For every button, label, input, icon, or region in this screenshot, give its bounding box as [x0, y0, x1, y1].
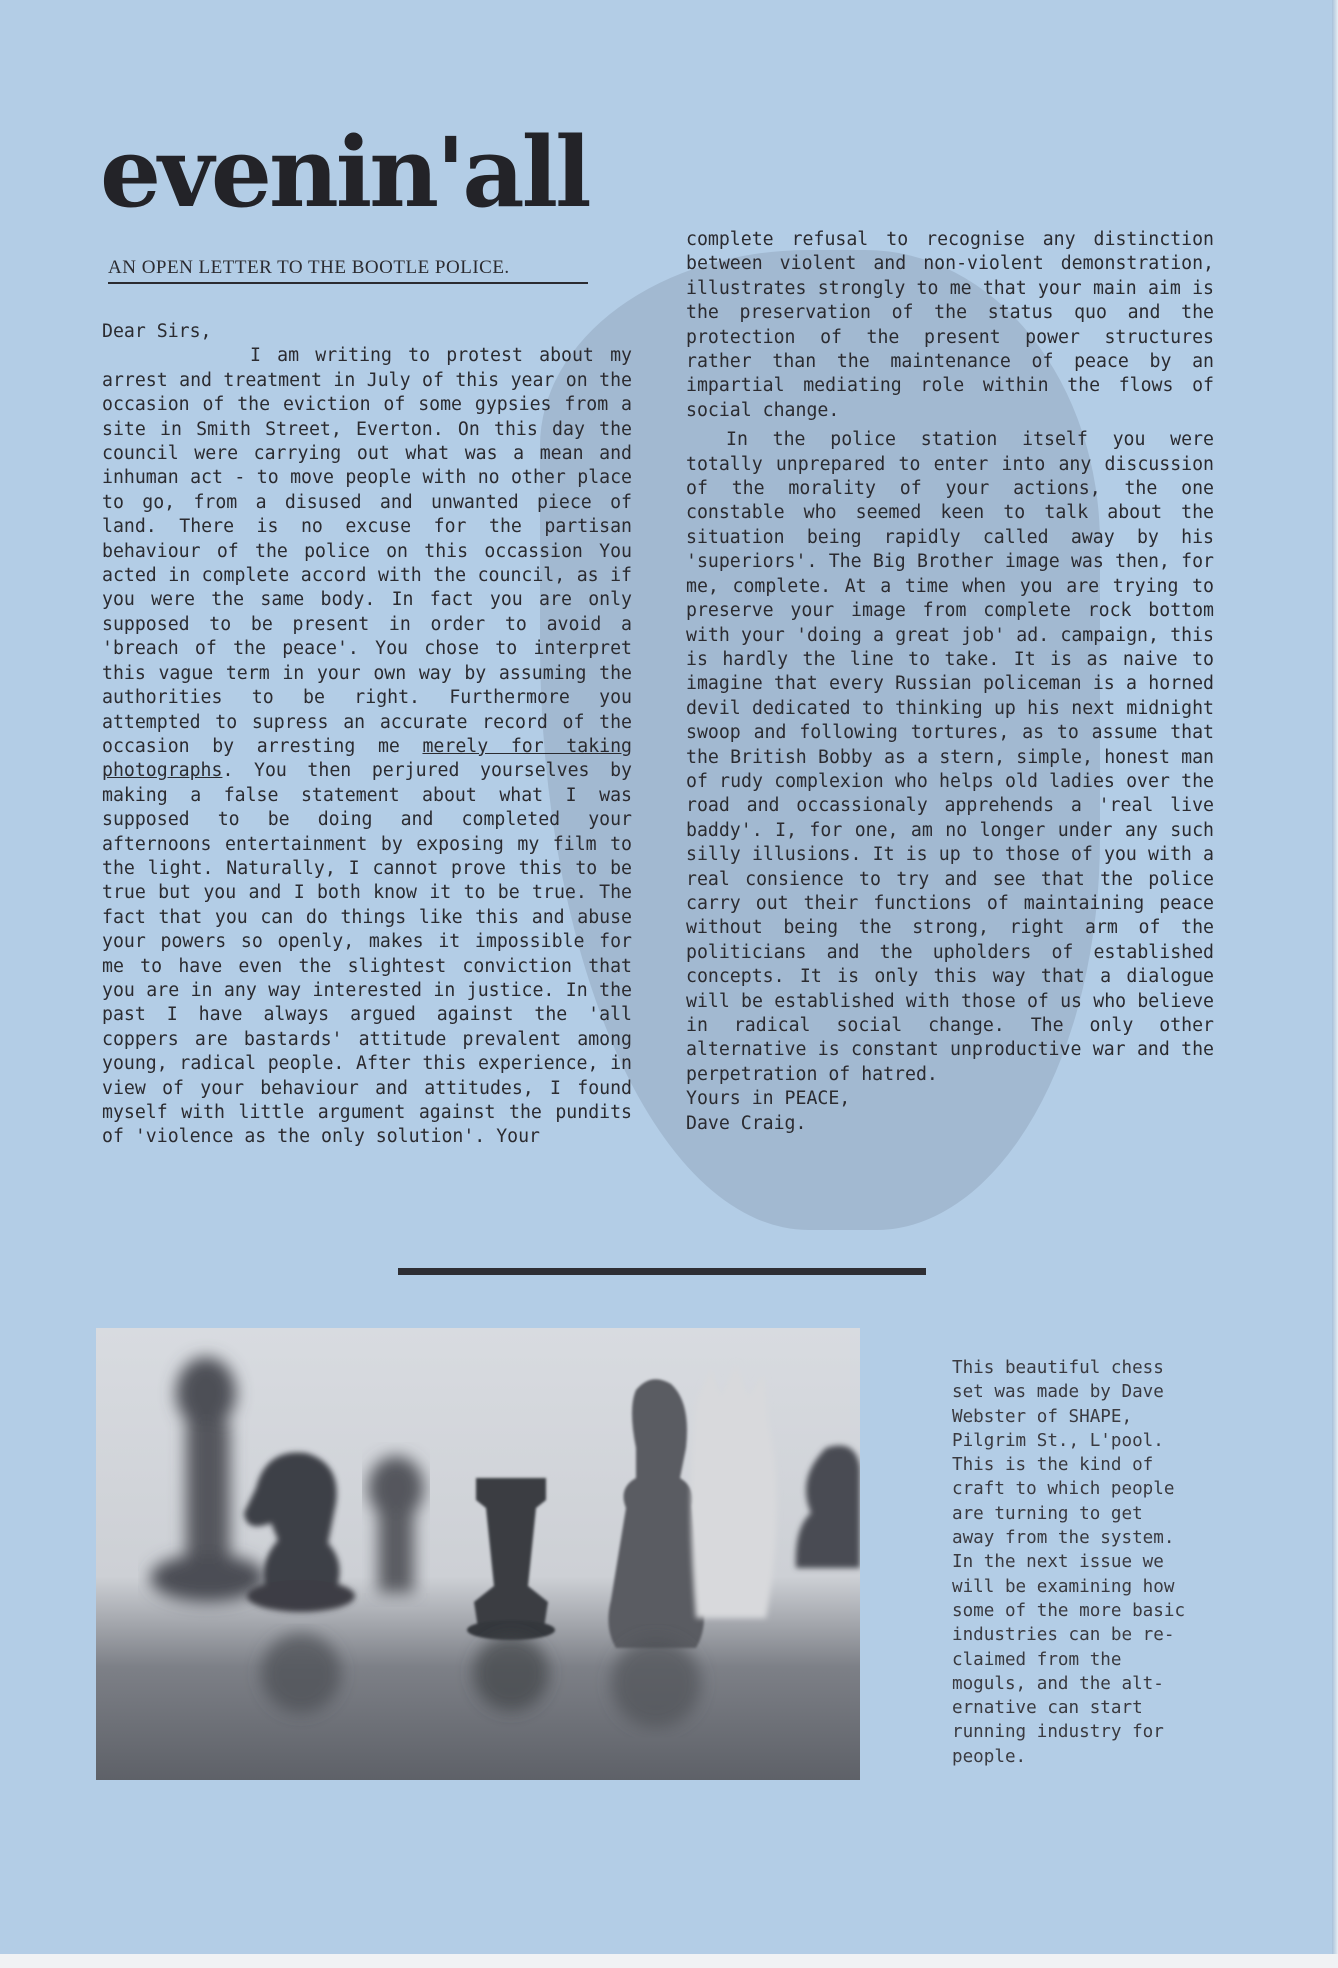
article-subtitle: AN OPEN LETTER TO THE BOOTLE POLICE. — [108, 256, 588, 284]
page-bottom-edge — [0, 1954, 1338, 1968]
letter-signature: Dave Craig. — [686, 1112, 807, 1134]
piece-reflections — [261, 1633, 701, 1728]
letter-underlined-phrase: merely for taking photographs — [102, 735, 632, 782]
letter-column-left — [102, 320, 632, 1150]
letter-signoff: Yours in PEACE, — [686, 1088, 851, 1110]
right-knight-piece — [796, 1446, 860, 1569]
letter-column-right — [686, 228, 1214, 1136]
letter-paragraph-continued: complete refusal to recognise any distinction between violent and non-violent demonstration, illustrates strongly to me that your main aim is the preservation of the status quo and the protection of the present power structures rather than the maintenance of peace by an impartial mediating role within the flows of social change. — [686, 229, 1214, 421]
bishop-piece — [608, 1379, 704, 1648]
page-title: evenin'all — [100, 116, 589, 229]
letter-text-part-b: . You then perjured yourselves by making a false statement about what I was supposed to be doing and completed your afternoons entertainment by exposing my film to the light. Naturally, I cannot prove this to be true but you and I both know it to be true. The fact that you can do things like this and abuse your powers so openly, makes it impossible for me to have even the slightest conviction that you are in any way interested in justice. In the past I have always argued against the 'all coppers are bastards' attitude prevalent among young, radical people. After this experience, in view of your behaviour and attitudes, I found myself with little argument against the pundits of 'violence as the only solution'. Your — [102, 760, 632, 1148]
section-divider — [398, 1268, 926, 1275]
rook-piece — [467, 1478, 555, 1640]
photo-caption: This beautiful chess set was made by Dave Webster of SHAPE, Pilgrim St., L'pool. This is the kind of craft to which people are turning to get away from the system. In the next issue we will be examining how some of the more basic industries can be re- claimed from the moguls, and the alt- ernative can start running industry for people. — [952, 1358, 1186, 1767]
letter-text-part-a: I am writing to protest about my arrest and treatment in July of this year on the occasion of the eviction of some gypsies from a site in Smith Street, Everton. On this day the council were carrying out what was a mean and inhuman act - to move people with no other place to go, from a disused and unwanted piece of land. There is no excuse for the partisan behaviour of the police on this occassion You acted in complete accord with the council, as if you were the same body. In fact you are only supposed to be present in order to avoid a 'breach of the peace'. You chose to interpret this vague term in your own way by assuming the authorities to be right. Furthermore you attempted to supress an accurate record of the occasion by arresting me — [102, 345, 632, 757]
letter-salutation: Dear Sirs, — [102, 321, 212, 342]
letter-paragraph-2: In the police station itself you were totally unprepared to enter into any discussion of the morality of your actions, the one constable who seemed keen to talk about the situation being rapidly called away by his 'superiors'. The Big Brother image was then, for me, complete. At a time when you are trying to preserve your image from complete rock bottom with your 'doing a great job' ad. campaign, this is hardly the line to take. It is as naive to imagine that every Russian policeman is a horned devil dedicated to thinking up his next midnight swoop and following tortures, as to assume that the British Bobby as a stern, simple, honest man of rudy complexion who helps old ladies over the road and occassionaly apprehends a 'real live baddy'. I, for one, am no longer under any such silly illusions. It is up to those of you with a real consience to try and see that the police carry out their functions of maintaining peace without being the strong, right arm of the politicians and the upholders of established concepts. It is only this way that a dialogue will be established with those of us who believe in radical social change. The only other alternative is constant unproductive war and the perpetration of hatred. — [686, 429, 1214, 1085]
chess-set-photo — [96, 1328, 860, 1780]
blurred-queen-piece — [691, 1363, 777, 1618]
chess-pieces-illustration — [96, 1328, 860, 1780]
page-edge — [1332, 0, 1338, 1968]
letter-paragraph-1 — [102, 344, 632, 1149]
blurred-king-piece — [150, 1357, 266, 1602]
blurred-pawn-piece — [368, 1456, 424, 1593]
knight-piece — [244, 1452, 355, 1612]
